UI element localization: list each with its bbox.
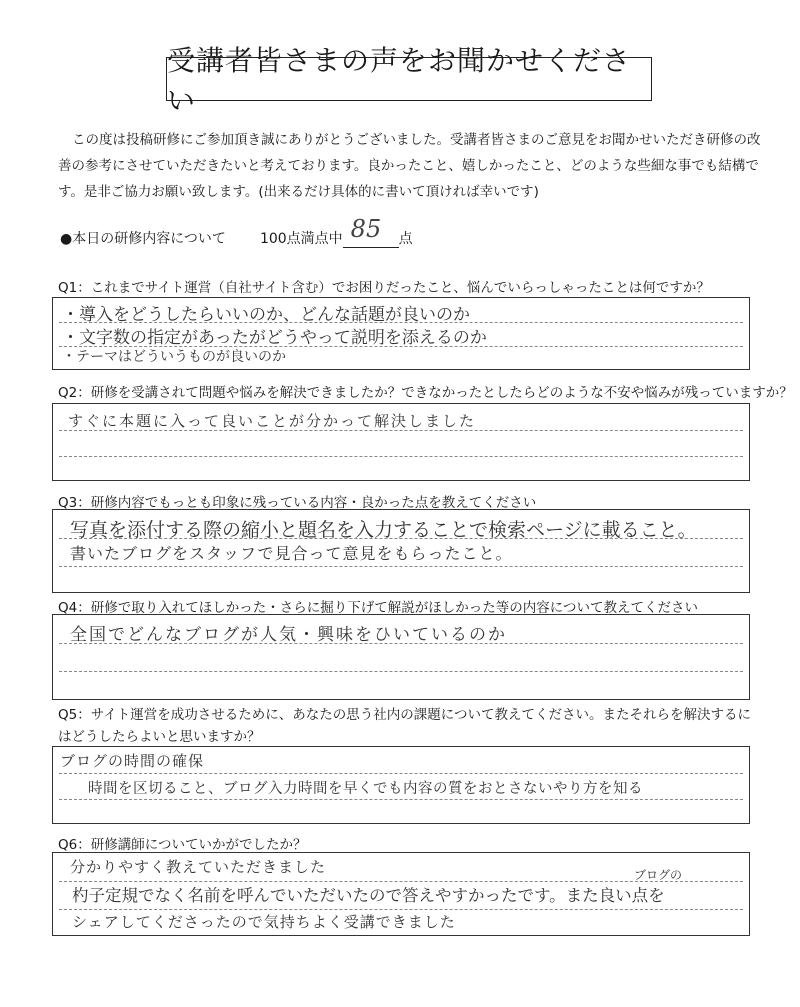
page-title: 受講者皆さまの声をお聞かせください bbox=[166, 57, 652, 101]
answer-3-1: 写真を添付する際の縮小と題名を入力することで検索ページに載ること。 bbox=[70, 519, 697, 541]
answer-4-1: 全国でどんなブログが人気・興味をひいているのか bbox=[70, 625, 507, 645]
answer-5-2: 時間を区切ること、ブログ入力時間を早くでも内容の質をおとさないやり方を知る bbox=[88, 781, 643, 797]
score-blank bbox=[343, 215, 399, 248]
answer-1-2: ・文字数の指定があったがどうやって説明を添えるのか bbox=[62, 328, 487, 348]
answer-5-1: ブログの時間の確保 bbox=[60, 752, 205, 770]
answer-6-2: 杓子定規でなく名前を呼んでいただいたので答えやすかったです。また良い点を bbox=[72, 886, 665, 905]
score-row bbox=[60, 215, 413, 248]
question-3: Q3：研修内容でもっとも印象に残っている内容・良かった点を教えてください bbox=[58, 495, 537, 511]
question-6: Q6：研修講師についていかがでしたか？ bbox=[58, 837, 307, 853]
answer-2-1: すぐに本題に入って良いことが分かって解決しました bbox=[68, 412, 477, 430]
score-label: ●本日の研修内容について bbox=[60, 231, 226, 247]
answer-6-note: ブログの bbox=[634, 868, 683, 882]
score-unit: 点 bbox=[398, 231, 413, 247]
question-5: Q5：サイト運営を成功させるために、あなたの思う社内の課題について教えてください。またそれらを解決するにはどうしたらよいと思いますか？ bbox=[58, 707, 751, 745]
question-4: Q4：研修で取り入れてほしかった・さらに掘り下げて解説がほしかった等の内容について教えてください bbox=[58, 600, 698, 616]
question-2: Q2：研修を受講されて問題や悩みを解決できましたか？できなかったとしたらどのような不安や悩みが残っていますか？ bbox=[58, 385, 793, 401]
answer-3-2: 書いたブログをスタッフで見合って意見をもらったこと。 bbox=[70, 544, 513, 563]
answer-1-3: ・テーマはどういうものが良いのか bbox=[62, 349, 286, 365]
intro-text: この度は投稿研修にご参加頂き誠にありがとうございました。受講者皆さまのご意見をお聞かせいただき研修の改善の参考にさせていただきたいと考えております。良かったこと、嬉しかったこと、どのような些細な事でも結構です。是非ご協力お願い致します。(出来るだけ具体的に書いて頂ければ幸いです) bbox=[58, 132, 761, 200]
score-scale: 100点満点中 bbox=[259, 231, 343, 247]
answer-6-1: 分かりやすく教えていただきました bbox=[70, 858, 327, 876]
answer-1-1: ・導入をどうしたらいいのか、どんな話題が良いのか bbox=[62, 305, 470, 325]
answer-6-3: シェアしてくださったので気持ちよく受講できました bbox=[72, 913, 456, 931]
question-1: Q1：これまでサイト運営（自社サイト含む）でお困りだったこと、悩んでいらっしゃったことは何ですか？ bbox=[58, 280, 710, 296]
score-value: 85 bbox=[350, 215, 382, 243]
